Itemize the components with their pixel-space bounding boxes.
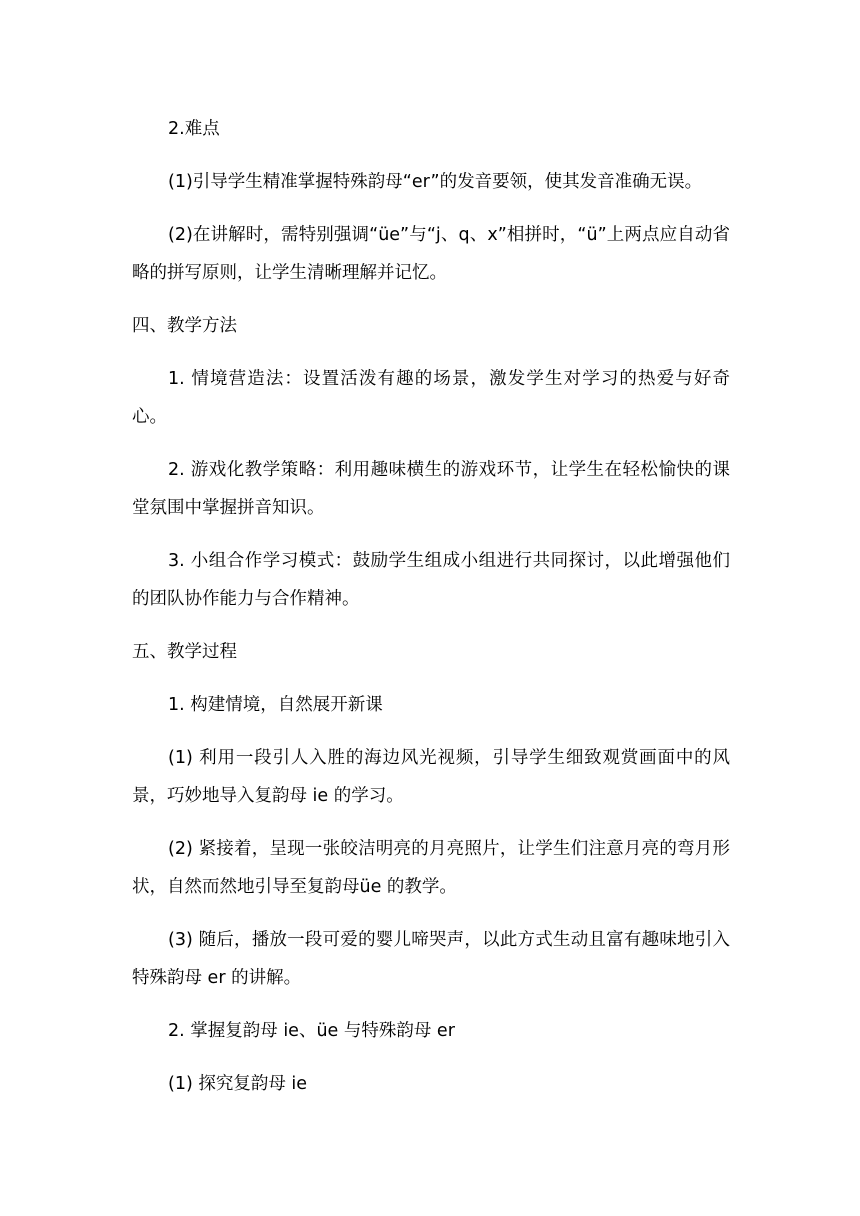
paragraph-process-2-1: (1) 探究复韵母 ie bbox=[168, 1074, 308, 1094]
paragraph-process-1-1: (1) 利用一段引人入胜的海边风光视频，引导学生细致观赏画面中的风景，巧妙地导入复韵母 ie 的学习。 bbox=[132, 748, 730, 806]
document-body bbox=[132, 110, 730, 1103]
subheading-process-1: 1. 构建情境，自然展开新课 bbox=[168, 695, 383, 715]
paragraph-method-2: 2. 游戏化教学策略：利用趣味横生的游戏环节，让学生在轻松愉快的课堂氛围中掌握拼音知识。 bbox=[132, 460, 730, 518]
section-heading-methods: 四、教学方法 bbox=[132, 316, 237, 336]
paragraph-process-1-2: (2) 紧接着，呈现一张皎洁明亮的月亮照片，让学生们注意月亮的弯月形状，自然而然地引导至复韵母üe 的教学。 bbox=[132, 839, 730, 897]
paragraph-method-1: 1. 情境营造法：设置活泼有趣的场景，激发学生对学习的热爱与好奇心。 bbox=[132, 369, 730, 427]
heading-difficulties: 2.难点 bbox=[168, 119, 220, 139]
paragraph-method-3: 3. 小组合作学习模式：鼓励学生组成小组进行共同探讨，以此增强他们的团队协作能力与合作精神。 bbox=[132, 551, 730, 609]
section-heading-process: 五、教学过程 bbox=[132, 642, 237, 662]
paragraph-difficulty-1: (1)引导学生精准掌握特殊韵母“er”的发音要领，使其发音准确无误。 bbox=[168, 172, 703, 192]
paragraph-process-1-3: (3) 随后，播放一段可爱的婴儿啼哭声，以此方式生动且富有趣味地引入特殊韵母 er 的讲解。 bbox=[132, 930, 730, 988]
subheading-process-2: 2. 掌握复韵母 ie、üe 与特殊韵母 er bbox=[168, 1021, 455, 1041]
paragraph-difficulty-2: (2)在讲解时，需特别强调“üe”与“j、q、x”相拼时，“ü”上两点应自动省略的拼写原则，让学生清晰理解并记忆。 bbox=[132, 225, 730, 283]
